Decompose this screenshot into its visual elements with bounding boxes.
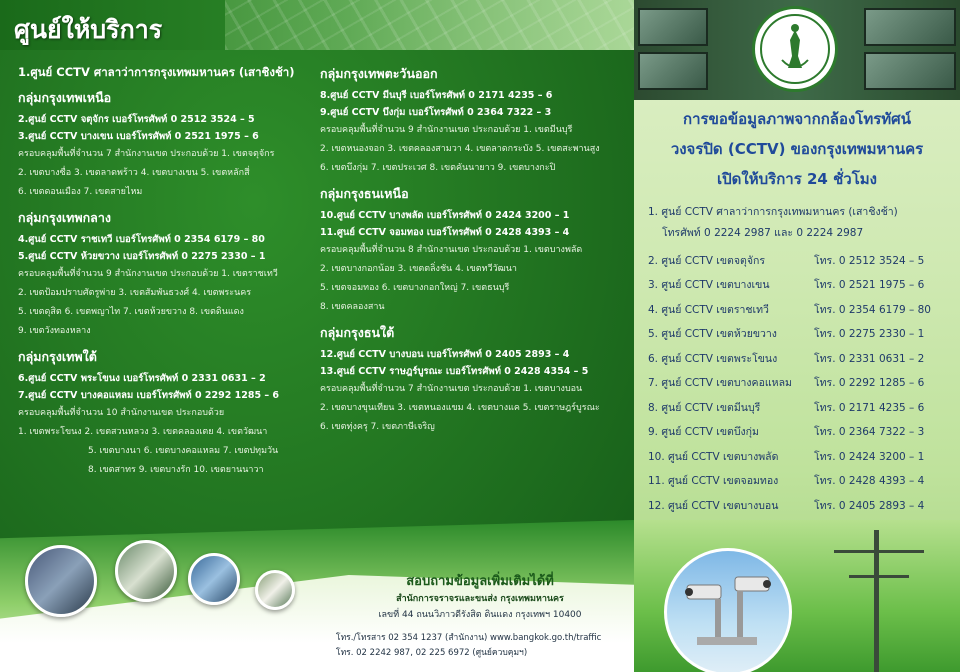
center-name: 5. ศูนย์ CCTV เขตห้วยขวาง — [648, 328, 777, 341]
list-item-phone: โทรศัพท์ 0 2224 2987 และ 0 2224 2987 — [662, 227, 864, 239]
center-row: 3.ศูนย์ CCTV บางเขน เบอร์โทรศัพท์ 0 2521 1975 – 6 — [18, 131, 259, 142]
center-phone: โทร. 0 2428 4393 – 4 — [814, 475, 925, 488]
area-line: ครอบคลุมพื้นที่จำนวน 9 สำนักงานเขต ประกอบด้วย 1. เขตราชเทวี — [18, 269, 278, 279]
center-phone: โทร. 0 2331 0631 – 2 — [814, 352, 925, 365]
center-phone-row — [648, 371, 954, 396]
pole-arm — [834, 550, 924, 553]
center-phone-row — [648, 469, 954, 494]
main-center-heading: 1.ศูนย์ CCTV ศาลาว่าการกรุงเทพมหานคร (เสาชิงช้า) — [18, 65, 295, 79]
group-heading: กลุ่มกรุงธนเหนือ — [320, 186, 409, 201]
monitor-screen — [638, 52, 708, 90]
center-name: 10. ศูนย์ CCTV เขตบางพลัด — [648, 450, 779, 463]
center-row: 7.ศูนย์ CCTV บางคอแหลม เบอร์โทรศัพท์ 0 2292 1285 – 6 — [18, 390, 280, 401]
center-row: 8.ศูนย์ CCTV มีนบุรี เบอร์โทรศัพท์ 0 2171 4235 – 6 — [320, 90, 553, 101]
group-thonburi-north — [320, 184, 626, 317]
monitor-screen — [638, 8, 708, 46]
center-name: 7. ศูนย์ CCTV เขตบางคอแหลม — [648, 377, 792, 390]
area-line: 5. เขตดุสิต 6. เขตพญาไท 7. เขตห้วยขวาง 8. เขตดินแดง — [18, 307, 244, 317]
center-name: 12. ศูนย์ CCTV เขตบางบอน — [648, 499, 779, 512]
center-phone-row — [648, 273, 954, 298]
area-line: 2. เขตบางกอกน้อย 3. เขตตลิ่งชัน 4. เขตทวีวัฒนา — [320, 264, 517, 274]
center-row: 12.ศูนย์ CCTV บางบอน เบอร์โทรศัพท์ 0 2405 2893 – 4 — [320, 349, 570, 360]
group-heading: กลุ่มกรุงธนใต้ — [320, 325, 395, 340]
center-phone-row — [648, 322, 954, 347]
center-phone-list — [648, 202, 954, 542]
monitor-screen — [864, 8, 956, 46]
group-heading: กลุ่มกรุงเทพใต้ — [18, 349, 97, 364]
group-north — [18, 88, 314, 202]
area-line: 2. เขตหนองจอก 3. เขตคลองสามวา 4. เขตลาดกระบัง 5. เขตสะพานสูง — [320, 144, 600, 154]
center-phone-row — [648, 395, 954, 420]
cctv-camera-icon — [667, 551, 792, 672]
contact-phone-ops: โทร. 02 2242 987, 02 225 6972 (ศูนย์ควบคุมฯ) — [336, 648, 528, 658]
center-name: 9. ศูนย์ CCTV เขตบึงกุ่ม — [648, 426, 759, 439]
center-phone-row — [648, 346, 954, 371]
center-phone: โทร. 0 2275 2330 – 1 — [814, 328, 925, 341]
center-phone: โทร. 0 2512 3524 – 5 — [814, 254, 925, 267]
center-phone: โทร. 0 2521 1975 – 6 — [814, 279, 925, 292]
center-row: 6.ศูนย์ CCTV พระโขนง เบอร์โทรศัพท์ 0 2331 0631 – 2 — [18, 373, 266, 384]
list-item: 1. ศูนย์ CCTV ศาลาว่าการกรุงเทพมหานคร (เสาชิงช้า) — [648, 206, 898, 218]
page-title: ศูนย์ให้บริการ — [14, 15, 163, 44]
center-name: 3. ศูนย์ CCTV เขตบางเขน — [648, 279, 770, 292]
center-phone-row — [648, 493, 954, 518]
center-name: 11. ศูนย์ CCTV เขตจอมทอง — [648, 475, 779, 488]
office-photo — [115, 540, 177, 602]
contact-block — [330, 570, 630, 661]
area-line: ครอบคลุมพื้นที่จำนวน 7 สำนักงานเขต ประกอบด้วย 1. เขตจตุจักร — [18, 149, 275, 159]
area-line: 2. เขตบางซื่อ 3. เขตลาดพร้าว 4. เขตบางเขน 5. เขตหลักสี่ — [18, 168, 250, 178]
center-name: 6. ศูนย์ CCTV เขตพระโขนง — [648, 352, 778, 365]
center-row: 4.ศูนย์ CCTV ราชเทวี เบอร์โทรศัพท์ 0 2354 6179 – 80 — [18, 234, 265, 245]
center-row: 11.ศูนย์ CCTV จอมทอง เบอร์โทรศัพท์ 0 2428 4393 – 4 — [320, 227, 570, 238]
center-row: 5.ศูนย์ CCTV ห้วยขวาง เบอร์โทรศัพท์ 0 2275 2330 – 1 — [18, 251, 266, 262]
center-phone: โทร. 0 2424 3200 – 1 — [814, 450, 925, 463]
area-line: 5. เขตจอมทอง 6. เขตบางกอกใหญ่ 7. เขตธนบุรี — [320, 283, 510, 293]
area-line: ครอบคลุมพื้นที่จำนวน 10 สำนักงานเขต ประกอบด้วย — [18, 408, 225, 418]
contact-phone-fax: โทร./โทรสาร 02 354 1237 (สำนักงาน) www.bangkok.go.th/traffic — [336, 633, 602, 643]
center-name: 4. ศูนย์ CCTV เขตราชเทวี — [648, 303, 769, 316]
control-room-photo — [25, 545, 97, 617]
staff-photo — [255, 570, 295, 610]
area-line: 6. เขตบึงกุ่ม 7. เขตประเวศ 8. เขตคันนายาว 9. เขตบางกะปิ — [320, 163, 556, 173]
info-panel — [634, 0, 960, 672]
area-line: 6. เขตดอนเมือง 7. เขตสายไหม — [18, 187, 143, 197]
panel-heading-line: วงจรปิด (CCTV) ของกรุงเทพมหานคร — [670, 140, 924, 158]
panel-heading — [634, 104, 960, 194]
center-phone: โทร. 0 2171 4235 – 6 — [814, 401, 925, 414]
area-line: 9. เขตวังทองหลาง — [18, 326, 91, 336]
center-phone-row — [648, 297, 954, 322]
panel-heading-line: การขอข้อมูลภาพจากกล้องโทรทัศน์ — [683, 110, 911, 128]
left-column — [18, 64, 314, 480]
area-line: 6. เขตทุ่งครุ 7. เขตภาษีเจริญ — [320, 422, 435, 432]
center-phone: โทร. 0 2364 7322 – 3 — [814, 426, 925, 439]
area-line: 8. เขตคลองสาน — [320, 302, 385, 312]
area-line: ครอบคลุมพื้นที่จำนวน 9 สำนักงานเขต ประกอบด้วย 1. เขตมีนบุรี — [320, 125, 573, 135]
center-name: 8. ศูนย์ CCTV เขตมีนบุรี — [648, 401, 761, 414]
area-line: 8. เขตสาทร 9. เขตบางรัก 10. เขตยานนาวา — [88, 465, 264, 475]
group-central — [18, 208, 314, 341]
center-phone: โทร. 0 2292 1285 – 6 — [814, 377, 925, 390]
center-phone: โทร. 0 2354 6179 – 80 — [814, 303, 931, 316]
group-heading: กลุ่มกรุงเทพกลาง — [18, 210, 111, 225]
center-phone-row — [648, 444, 954, 469]
group-east — [320, 64, 626, 178]
bma-seal-icon — [760, 14, 830, 84]
bma-logo — [752, 6, 838, 92]
area-line: 2. เขตป้อมปราบศัตรูพ่าย 3. เขตสัมพันธวงศ์ 4. เขตพระนคร — [18, 288, 252, 298]
area-line: 2. เขตบางขุนเทียน 3. เขตหนองแขม 4. เขตบางแค 5. เขตราษฎร์บูรณะ — [320, 403, 600, 413]
center-phone: โทร. 0 2405 2893 – 4 — [814, 499, 925, 512]
contact-address: เลขที่ 44 ถนนวิภาวดีรังสิต ดินแดง กรุงเทพฯ 10400 — [378, 610, 582, 620]
cctv-camera-photo — [664, 548, 792, 672]
center-row: 9.ศูนย์ CCTV บึงกุ่ม เบอร์โทรศัพท์ 0 2364 7322 – 3 — [320, 107, 552, 118]
group-heading: กลุ่มกรุงเทพเหนือ — [18, 90, 112, 105]
pole-arm — [849, 575, 909, 578]
area-line: ครอบคลุมพื้นที่จำนวน 7 สำนักงานเขต ประกอบด้วย 1. เขตบางบอน — [320, 384, 583, 394]
monitor-wall-photo — [188, 553, 240, 605]
center-phone-row — [648, 248, 954, 273]
map-strip-image — [225, 0, 634, 50]
panel-heading-line: เปิดให้บริการ 24 ชั่วโมง — [717, 170, 877, 188]
center-phone-row — [648, 420, 954, 445]
monitor-screen — [864, 52, 956, 90]
center-rows — [648, 248, 954, 542]
center-name: 2. ศูนย์ CCTV เขตจตุจักร — [648, 254, 765, 267]
area-line: 5. เขตบางนา 6. เขตบางคอแหลม 7. เขตปทุมวัน — [88, 446, 279, 456]
center-row: 13.ศูนย์ CCTV ราษฎร์บูรณะ เบอร์โทรศัพท์ 0 2428 4354 – 5 — [320, 366, 589, 377]
group-thonburi-south — [320, 323, 626, 437]
group-heading: กลุ่มกรุงเทพตะวันออก — [320, 66, 438, 81]
area-line: 1. เขตพระโขนง 2. เขตสวนหลวง 3. เขตคลองเตย 4. เขตวัฒนา — [18, 427, 268, 437]
right-column — [320, 64, 626, 437]
area-line: ครอบคลุมพื้นที่จำนวน 8 สำนักงานเขต ประกอบด้วย 1. เขตบางพลัด — [320, 245, 583, 255]
center-row: 2.ศูนย์ CCTV จตุจักร เบอร์โทรศัพท์ 0 2512 3524 – 5 — [18, 114, 255, 125]
group-south — [18, 347, 314, 480]
contact-office: สำนักการจราจรและขนส่ง กรุงเทพมหานคร — [396, 594, 564, 604]
contact-title: สอบถามข้อมูลเพิ่มเติมได้ที่ — [406, 574, 554, 589]
center-row: 10.ศูนย์ CCTV บางพลัด เบอร์โทรศัพท์ 0 2424 3200 – 1 — [320, 210, 570, 221]
